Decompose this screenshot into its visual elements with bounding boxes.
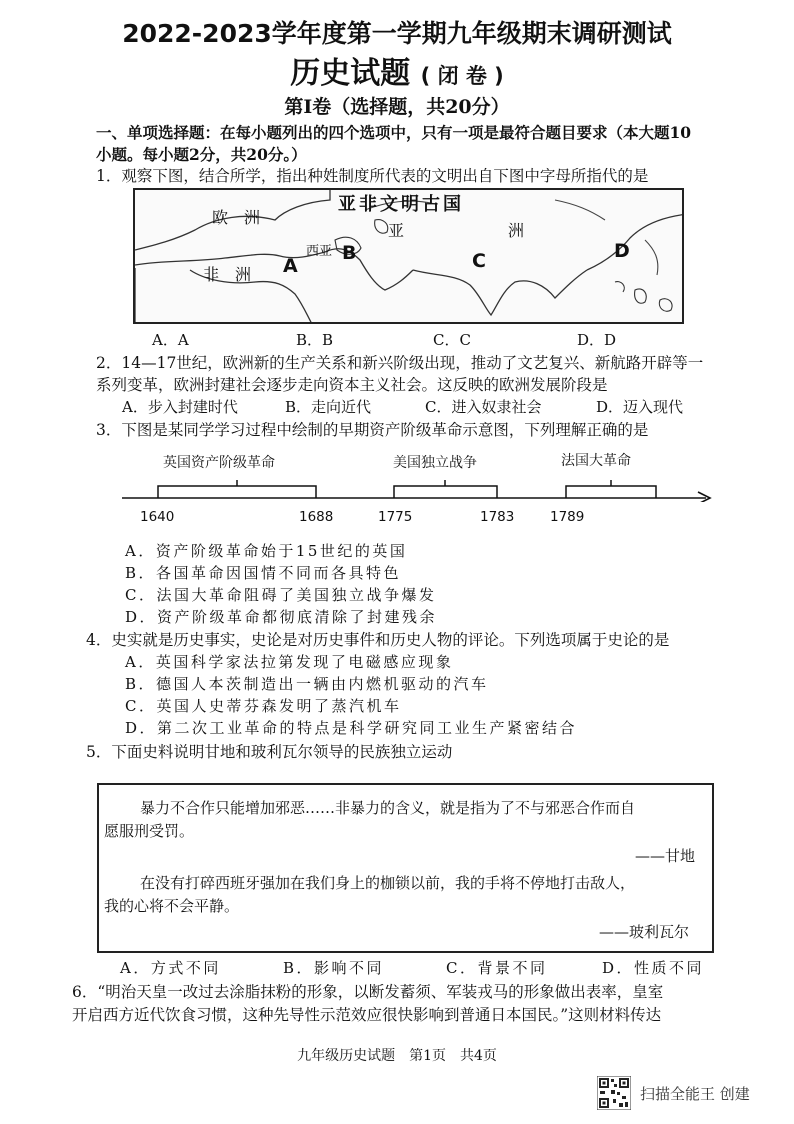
q3-stem: 3．下图是某同学学习过程中绘制的早期资产阶级革命示意图，下列理解正确的是 <box>96 421 649 439</box>
timeline-axis <box>120 478 715 502</box>
map-title: 亚非文明古国 <box>338 194 464 215</box>
qr-code-icon <box>597 1076 631 1110</box>
q1-option-b: B．B <box>296 331 334 349</box>
q3-option-b: B．各国革命因国情不同而各具特色 <box>125 564 402 582</box>
map-marker-d: D <box>614 240 630 262</box>
map-label-asia-2: 洲 <box>508 221 525 240</box>
timeline-event-american-war: 美国独立战争 <box>393 455 477 471</box>
scanner-watermark: 扫描全能王 创建 <box>640 1085 750 1103</box>
q5-stem: 5．下面史料说明甘地和玻利瓦尔领导的民族独立运动 <box>86 743 453 761</box>
q5-option-b: B．影响不同 <box>283 959 385 977</box>
q4-option-d: D．第二次工业革命的特点是科学研究同工业生产紧密结合 <box>125 719 578 737</box>
timeline-year-1688: 1688 <box>299 509 334 525</box>
q2-option-b: B．走向近代 <box>285 398 372 416</box>
map-label-asia-1: 亚 <box>388 221 405 240</box>
gandhi-quote-line-2: 愿服刑受罚。 <box>104 822 195 840</box>
subject-title: 历史试题 <box>290 56 411 91</box>
q5-option-c: C．背景不同 <box>446 959 548 977</box>
timeline-year-1783: 1783 <box>480 509 515 525</box>
map-marker-c: C <box>472 250 486 272</box>
timeline-year-1789: 1789 <box>550 509 585 525</box>
bolivar-attribution: ——玻利瓦尔 <box>599 923 690 941</box>
map-label-west-asia: 西亚 <box>306 244 333 259</box>
map-label-europe: 欧 洲 <box>212 208 261 227</box>
q2-stem-line-2: 系列变革，欧洲封建社会逐步走向资本主义社会。这反映的欧洲发展阶段是 <box>96 376 608 394</box>
q4-stem: 4．史实就是历史事实，史论是对历史事件和历史人物的评论。下列选项属于史论的是 <box>86 631 670 649</box>
q4-option-c: C．英国人史蒂芬森发明了蒸汽机车 <box>125 697 402 715</box>
q2-option-d: D．迈入现代 <box>596 398 684 416</box>
timeline-year-1775: 1775 <box>378 509 413 525</box>
timeline-event-english-revolution: 英国资产阶级革命 <box>163 455 275 471</box>
page-footer: 九年级历史试题 第1页 共4页 <box>297 1048 497 1064</box>
instructions-line-2: 小题。每小题2分，共20分。） <box>96 145 307 164</box>
section-heading: 第Ⅰ卷（选择题，共20分） <box>284 96 510 118</box>
q3-option-d: D．资产阶级革命都彻底清除了封建残余 <box>125 608 438 626</box>
exam-title: 2022-2023学年度第一学期九年级期末调研测试 <box>122 19 672 48</box>
q2-stem-line-1: 2．14—17世纪，欧洲新的生产关系和新兴阶级出现，推动了文艺复兴、新航路开辟等一 <box>96 354 704 372</box>
q5-option-a: A．方式不同 <box>120 959 221 977</box>
q4-option-a: A．英国科学家法拉第发现了电磁感应现象 <box>125 653 454 671</box>
timeline-year-1640: 1640 <box>140 509 175 525</box>
q6-stem-line-2: 开启西方近代饮食习惯，这种先导性示范效应很快影响到普通日本国民。”这则材料传达 <box>72 1006 662 1024</box>
q1-stem: 1．观察下图，结合所学，指出种姓制度所代表的文明出自下图中字母所指代的是 <box>96 167 649 185</box>
map-label-africa: 非 洲 <box>203 265 252 284</box>
q4-option-b: B．德国人本茨制造出一辆由内燃机驱动的汽车 <box>125 675 489 693</box>
q2-option-a: A．步入封建时代 <box>122 398 238 416</box>
instructions-line-1: 一、单项选择题：在每小题列出的四个选项中，只有一项是最符合题目要求（本大题10 <box>96 123 692 142</box>
q2-option-c: C．进入奴隶社会 <box>425 398 542 416</box>
q1-option-d: D．D <box>577 331 617 349</box>
closed-book-note: ( 闭 卷 ) <box>420 64 504 88</box>
gandhi-quote-line-1: 暴力不合作只能增加邪恶……非暴力的含义，就是指为了不与邪恶合作而自 <box>140 799 636 817</box>
map-marker-a: A <box>283 255 298 277</box>
q5-option-d: D．性质不同 <box>602 959 705 977</box>
bolivar-quote-line-1: 在没有打碎西班牙强加在我们身上的枷锁以前，我的手将不停地打击敌人， <box>140 874 636 892</box>
gandhi-attribution: ——甘地 <box>635 847 696 865</box>
q1-option-c: C．C <box>433 331 471 349</box>
q1-option-a: A．A <box>152 331 189 349</box>
timeline-event-french-revolution: 法国大革命 <box>561 453 631 469</box>
q3-option-c: C．法国大革命阻碍了美国独立战争爆发 <box>125 586 437 604</box>
map-marker-b: B <box>342 242 357 264</box>
q6-stem-line-1: 6．“明治天皇一改过去涂脂抹粉的形象，以断发蓄须、军装戎马的形象做出表率，皇室 <box>72 983 664 1001</box>
bolivar-quote-line-2: 我的心将不会平静。 <box>104 897 240 915</box>
q3-option-a: A．资产阶级革命始于15世纪的英国 <box>125 542 408 560</box>
exam-subtitle <box>0 48 794 92</box>
